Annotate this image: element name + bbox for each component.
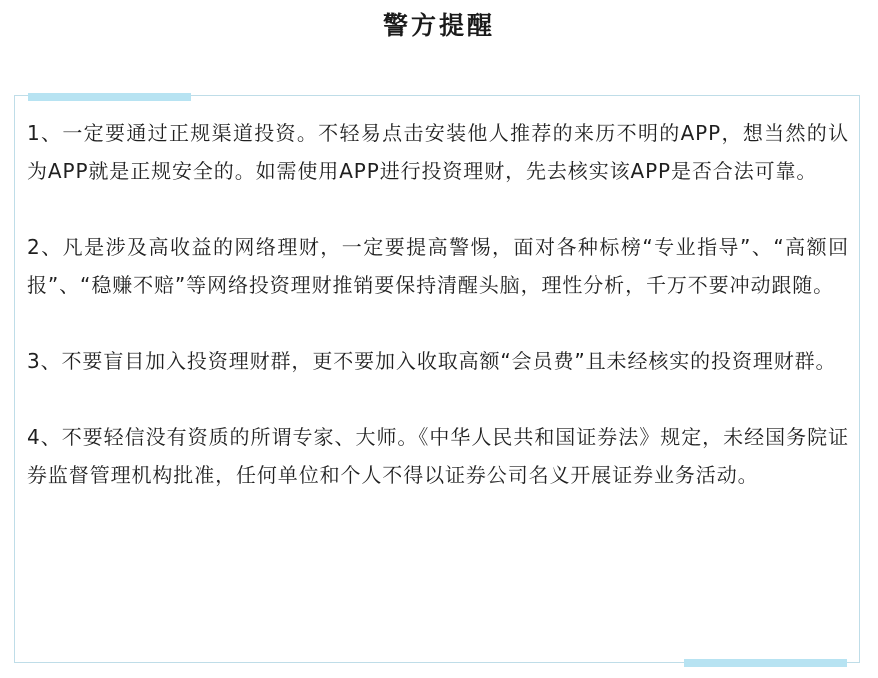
- reminder-item-3: 3、不要盲目加入投资理财群，更不要加入收取高额“会员费”且未经核实的投资理财群。: [27, 349, 837, 373]
- reminder-item-4: 4、不要轻信没有资质的所谓专家、大师。《中华人民共和国证券法》规定，未经国务院证券监督管理机构批准，任何单位和个人不得以证券公司名义开展证券业务活动。: [27, 425, 849, 487]
- reminder-list: [27, 114, 849, 494]
- reminder-item-1: 1、一定要通过正规渠道投资。不轻易点击安装他人推荐的来历不明的APP，想当然的认为APP就是正规安全的。如需使用APP进行投资理财，先去核实该APP是否合法可靠。: [27, 121, 849, 183]
- reminder-item-2: 2、凡是涉及高收益的网络理财，一定要提高警惕，面对各种标榜“专业指导”、“高额回报”、“稳赚不赔”等网络投资理财推销要保持清醒头脑，理性分析，千万不要冲动跟随。: [27, 235, 849, 297]
- page-title: 警方提醒: [382, 11, 495, 40]
- bottom-accent-bar: [684, 659, 847, 667]
- top-accent-bar: [28, 93, 191, 101]
